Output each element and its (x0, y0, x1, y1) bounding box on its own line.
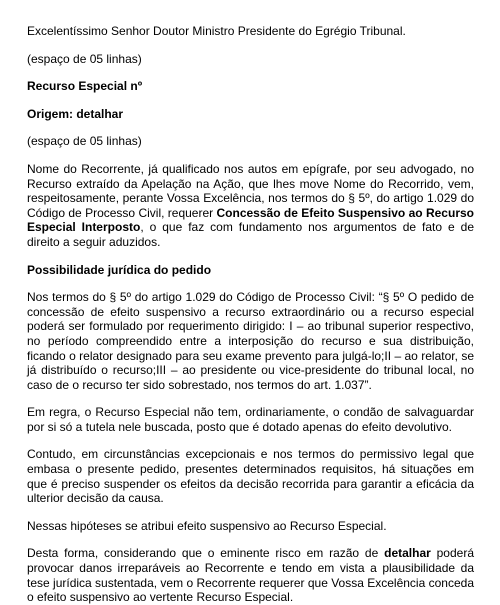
salutation: Excelentíssimo Senhor Doutor Ministro Presidente do Egrégio Tribunal. (27, 24, 406, 38)
conclusion-bold: detalhar (384, 546, 431, 561)
spacing-note: (espaço de 05 linhas) (27, 134, 142, 149)
origem-label: Origem: detalhar (27, 106, 124, 121)
exception-paragraph: Contudo, em circunstâncias excepcionais e nos termos do permissivo legal que embasa o presente pedido, presentes determinados requisitos, há situações em que é preciso suspender os efeitos da decisão recorrida para garantir a eficácia da ulterior decisão da causa. (27, 447, 474, 506)
section-heading: Possibilidade jurídica do pedido (27, 262, 212, 277)
intro-request-bold: Concessão de Efeito Suspensivo ao Recurso Especial Interposto (27, 205, 474, 235)
spacing-note: (espaço de 05 linhas) (27, 51, 142, 66)
conclusion-text: Desta forma, considerando que o eminente risco em razão de (27, 546, 385, 561)
intro-text-end: , o que faz com fundamento nos argumentos de fato e de direito a seguir aduzidos. (27, 220, 474, 249)
recurso-label: Recurso Especial nº (27, 79, 143, 94)
hypotheses-paragraph: Nessas hipóteses se atribui efeito suspensivo ao Recurso Especial. (27, 518, 387, 533)
law-paragraph: Nos termos do § 5º do artigo 1.029 do Código de Processo Civil: “§ 5º O pedido de concessão de efeito suspensivo a recurso extraordinário ou a recurso especial poderá ser formulado por requerimento dirigido: I – ao tribunal superior respectivo, no período compreendido entre a interposição do recurso e sua distribuição, ficando o relator designado para seu exame prevento para julgá-lo;II – ao relator, se já distribuído o recurso;III – ao presidente ou vice-presidente do tribunal local, no caso de o recurso ter sido sobrestado, nos termos do art. 1.037”. (27, 290, 474, 392)
conclusion-paragraph (27, 546, 474, 604)
rule-paragraph: Em regra, o Recurso Especial não tem, ordinariamente, o condão de salvaguardar por si só a tutela nele buscada, posto que é dotado apenas do efeito devolutivo. (27, 405, 474, 434)
intro-text: Nome do Recorrente, já qualificado nos autos em epígrafe, por seu advogado, no Recurso extraído da Apelação na Ação, que lhes move Nome do Recorrido, vem, respeitosamente, perante Vossa Excelência, nos termos do § 5º, do artigo 1.029 do Código de Processo Civil, requerer (27, 161, 474, 220)
intro-paragraph (27, 162, 474, 250)
conclusion-text-end: poderá provocar danos irreparáveis ao Recorrente e tendo em vista a plausibilidade da tese jurídica sustentada, vem o Recorrente requerer que Vossa Excelência conceda o efeito suspensivo ao vertente Recurso Especial. (27, 546, 474, 605)
